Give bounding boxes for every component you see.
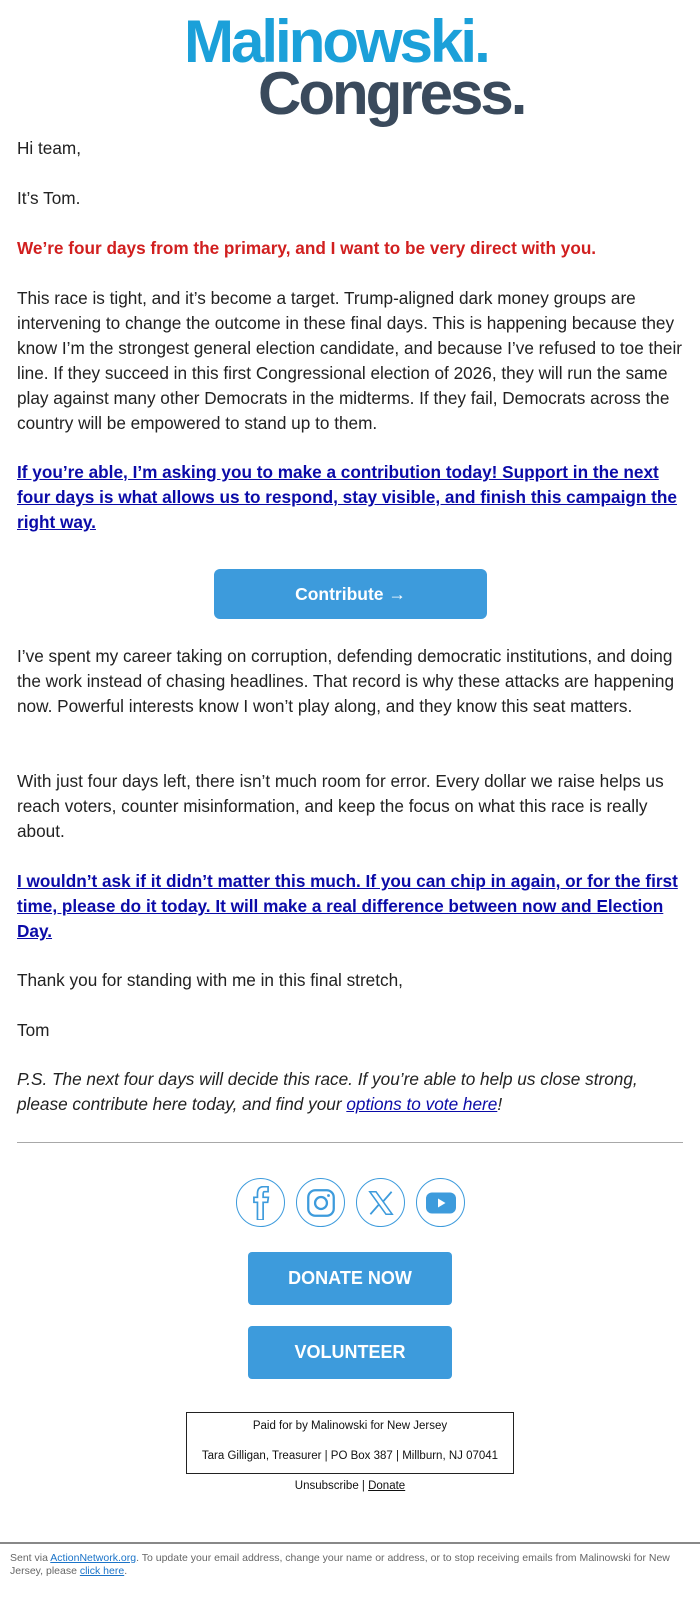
vote-options-link[interactable]: options to vote here bbox=[346, 1094, 498, 1114]
instagram-icon[interactable] bbox=[296, 1178, 345, 1227]
signoff: Tom bbox=[17, 1020, 50, 1040]
contribution-ask-link-2[interactable]: I wouldn’t ask if it didn’t matter this much. If you can chip in again, or for the first time, please do it today. It will make a real difference between now and Election Day. bbox=[17, 871, 678, 941]
logo-line-2: Congress. bbox=[258, 60, 525, 127]
contribution-ask-link-1[interactable]: If you’re able, I’m asking you to make a contribution today! Support in the next four days is what allows us to respond, stay visible, and finish this campaign the right way. bbox=[17, 462, 677, 532]
campaign-logo bbox=[0, 10, 700, 125]
disclaimer-line-1: Paid for by Malinowski for New Jersey bbox=[252, 1420, 448, 1432]
facebook-icon[interactable] bbox=[236, 1178, 285, 1227]
postscript: P.S. The next four days will decide this race. If you’re able to help us close strong, please contribute here today, and find your options to vote here! bbox=[17, 1069, 638, 1114]
greeting: Hi team, bbox=[17, 138, 81, 158]
paragraph-1: This race is tight, and it’s become a target. Trump-aligned dark money groups are intervening to change the outcome in these final days. This is happening because they know I’m the strongest general election candidate, and because I’ve refused to toe their line. If they succeed in this first Congressional election of 2026, they will run the same play against many other Democrats in the midterms. If they fail, Democrats across the country will be empowered to stand up to them. bbox=[17, 288, 682, 433]
donate-link[interactable]: Donate bbox=[368, 1480, 406, 1492]
divider bbox=[17, 1142, 683, 1143]
paragraph-2: I’ve spent my career taking on corruption, defending democratic institutions, and doing the work instead of chasing headlines. That record is why these attacks are happening now. Powerful interests know I won’t play along, and they know this seat matters. bbox=[17, 646, 675, 716]
logo-line-1: Malinowski. bbox=[184, 8, 488, 75]
footer: Sent via ActionNetwork.org. To update your email address, change your name or address, or to stop receiving emails from Malinowski for New Jersey, please click here. bbox=[10, 1552, 670, 1577]
unsubscribe-link[interactable]: Unsubscribe bbox=[294, 1480, 359, 1492]
donate-now-button[interactable]: DONATE NOW bbox=[248, 1252, 452, 1305]
paid-for-disclaimer bbox=[186, 1412, 514, 1474]
headline: We’re four days from the primary, and I want to be very direct with you. bbox=[17, 238, 597, 258]
intro: It’s Tom. bbox=[17, 188, 81, 208]
x-icon[interactable] bbox=[356, 1178, 405, 1227]
contribute-button[interactable]: Contribute → bbox=[214, 569, 487, 619]
thanks: Thank you for standing with me in this final stretch, bbox=[17, 970, 403, 990]
youtube-icon[interactable] bbox=[416, 1178, 465, 1227]
volunteer-button[interactable]: VOLUNTEER bbox=[248, 1326, 452, 1379]
click-here-link[interactable]: click here bbox=[79, 1565, 125, 1577]
footer-divider bbox=[0, 1542, 700, 1544]
paragraph-3: With just four days left, there isn’t much room for error. Every dollar we raise helps us reach voters, counter misinformation, and keep the focus on what this race is really about. bbox=[17, 771, 664, 841]
unsubscribe-row: Unsubscribe | Donate bbox=[294, 1480, 406, 1492]
disclaimer-line-2: Tara Gilligan, Treasurer | PO Box 387 | Millburn, NJ 07041 bbox=[201, 1450, 499, 1462]
actionnetwork-link[interactable]: ActionNetwork.org bbox=[50, 1552, 137, 1564]
